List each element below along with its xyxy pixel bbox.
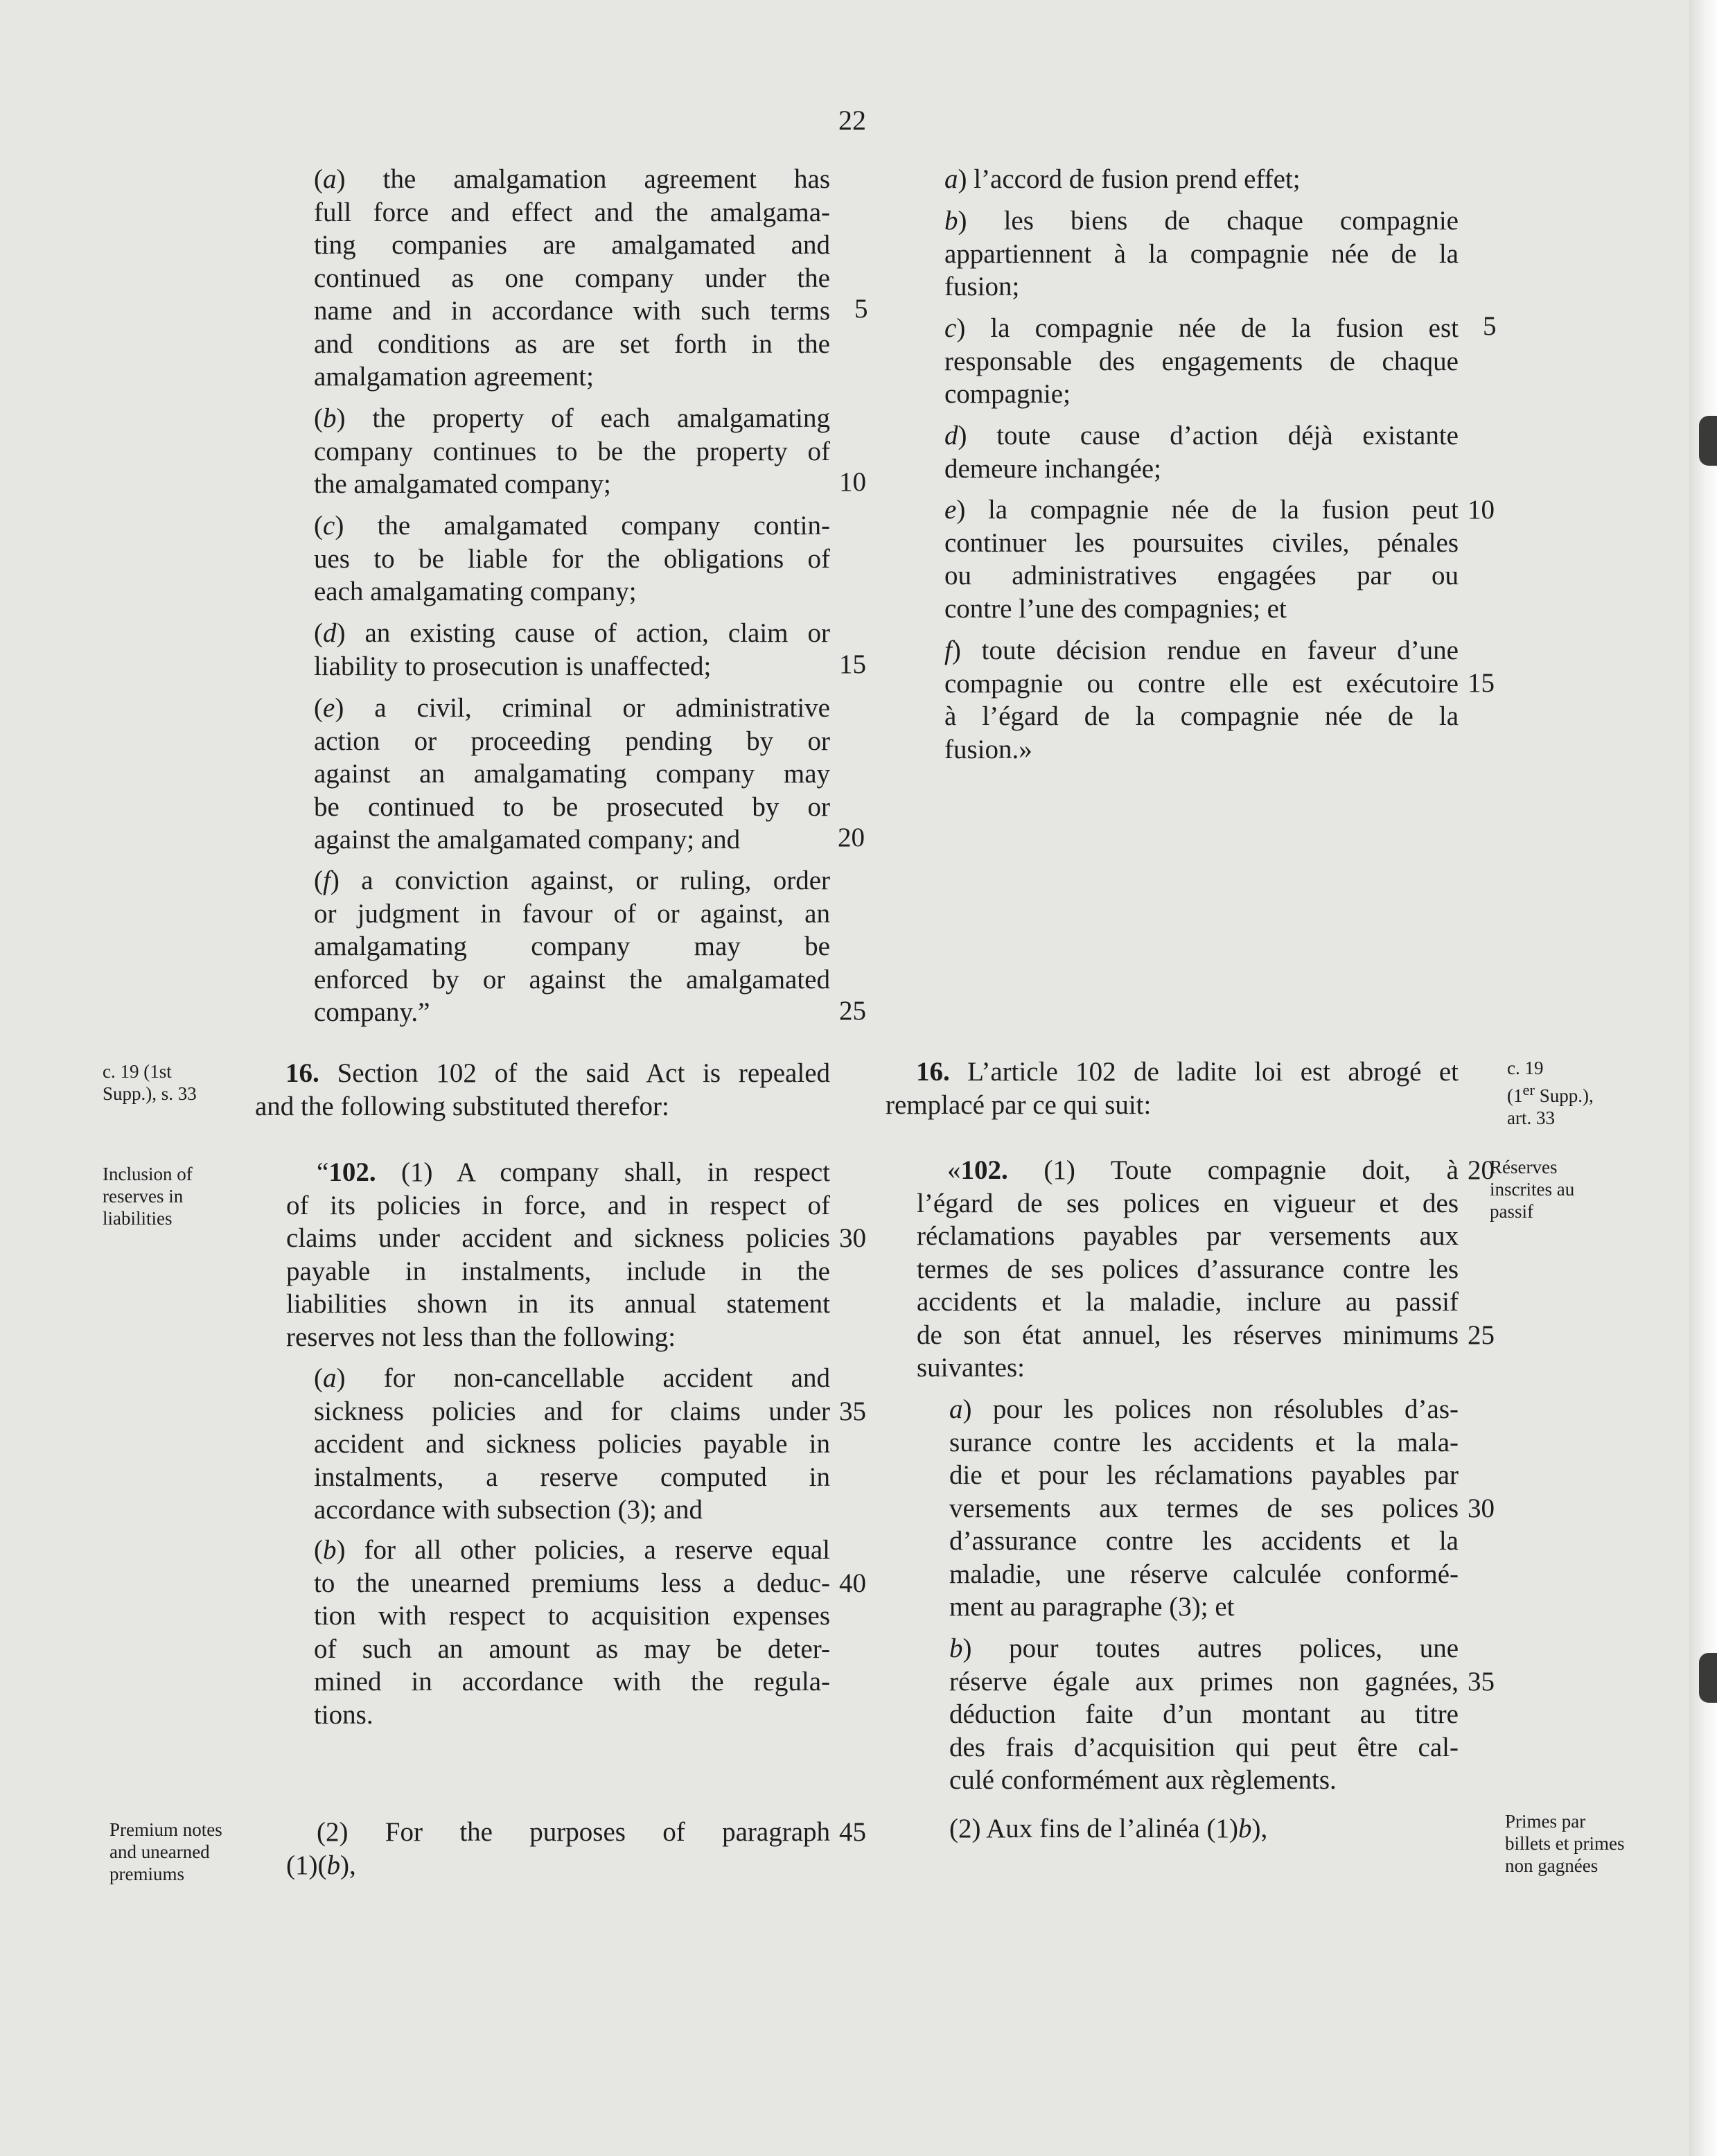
en-line-number: 40 <box>839 1568 866 1598</box>
text-line: maladie, une réserve calculée conformé- <box>949 1559 1459 1589</box>
text-line: accident and sickness policies payable in <box>314 1429 830 1459</box>
fr-alinea-f <box>944 634 1459 766</box>
text-line: be continued to be prosecuted by or <box>314 791 830 822</box>
margin-note-line: c. 19 <box>1507 1058 1544 1078</box>
text-line: (b) the property of each amalgamating <box>314 403 830 433</box>
margin-note-line: Réserves <box>1490 1157 1558 1177</box>
text-line: amalgamating company may be <box>314 931 830 961</box>
text-line: ting companies are amalgamated and <box>314 230 830 260</box>
text-line: and conditions as are set forth in the <box>314 328 830 359</box>
en-line-number: 5 <box>854 294 868 324</box>
text-line: suivantes: <box>917 1353 1025 1383</box>
fr-line-number: 15 <box>1468 668 1495 698</box>
margin-note-line: and unearned <box>109 1841 210 1862</box>
text-line: (c) the amalgamated company contin- <box>314 511 830 541</box>
en-clause-a <box>314 163 830 394</box>
text-line: against the amalgamated company; and <box>314 825 741 854</box>
text-line: responsable des engagements de chaque <box>944 346 1459 376</box>
text-line: à l’égard de la compagnie née de la <box>944 701 1459 731</box>
text-line: termes de ses polices d’assurance contre les <box>917 1254 1459 1284</box>
en-line-number: 15 <box>839 649 866 679</box>
text-line: to the unearned premiums less a deduc- <box>314 1568 830 1598</box>
text-line: reserves not less than the following: <box>286 1322 676 1352</box>
binding-hole-bottom <box>1699 1653 1717 1703</box>
margin-note-line: Premium notes <box>109 1819 222 1840</box>
text-line: ment au paragraphe (3); et <box>949 1592 1235 1622</box>
margin-note-line: liabilities <box>103 1208 173 1229</box>
fr-line-number: 30 <box>1468 1493 1495 1523</box>
fr-line-number: 10 <box>1468 495 1495 525</box>
fr-alinea-102-b <box>949 1632 1459 1797</box>
text-line: continued as one company under the <box>314 263 830 293</box>
text-line: b) les biens de chaque compagnie <box>944 206 1459 236</box>
text-line: culé conformément aux règlements. <box>949 1765 1337 1795</box>
text-line: 16. L’article 102 de ladite loi est abrogé et <box>916 1057 1459 1087</box>
en-line-number: 20 <box>838 823 865 852</box>
text-line: “102. (1) A company shall, in respect <box>317 1157 830 1187</box>
text-line: instalments, a reserve computed in <box>314 1462 830 1492</box>
text-line: f) toute décision rendue en faveur d’une <box>944 636 1459 665</box>
margin-note-line: (1er Supp.), <box>1507 1081 1594 1106</box>
margin-note-line: billets et primes <box>1505 1833 1625 1854</box>
page-edge <box>1689 0 1717 2156</box>
fr-line-number: 35 <box>1468 1667 1495 1697</box>
text-line: e) la compagnie née de la fusion peut <box>944 495 1459 525</box>
text-line: payable in instalments, include in the <box>286 1256 830 1286</box>
text-line: compagnie ou contre elle est exécutoire <box>944 668 1459 699</box>
text-line: sickness policies and for claims under <box>314 1396 830 1426</box>
margin-note-line: inscrites au <box>1490 1179 1575 1200</box>
text-line: accidents et la maladie, inclure au passif <box>917 1287 1459 1317</box>
margin-note-line: c. 19 (1st <box>103 1061 172 1082</box>
en-margin-note-reserves <box>103 1163 193 1229</box>
fr-line-number: 5 <box>1483 311 1497 341</box>
text-line: ues to be liable for the obligations of <box>314 543 830 574</box>
en-line-number: 45 <box>839 1817 866 1847</box>
fr-article-102-1 <box>917 1154 1459 1385</box>
en-clause-e <box>314 692 830 857</box>
text-line: (1)(b), <box>286 1850 356 1880</box>
text-line: des frais d’acquisition qui peut être cal- <box>949 1732 1459 1762</box>
text-line: ou administratives engagées par ou <box>944 561 1459 590</box>
text-line: réclamations payables par versements aux <box>917 1221 1459 1251</box>
text-line: contre l’une des compagnies; et <box>944 593 1287 624</box>
en-section-16 <box>255 1057 830 1123</box>
fr-alinea-d <box>944 419 1459 485</box>
text-line: company.” <box>314 997 430 1027</box>
text-line: of such an amount as may be deter- <box>314 1633 830 1664</box>
text-line: b) pour toutes autres polices, une <box>949 1633 1459 1663</box>
en-line-number: 25 <box>839 996 866 1026</box>
text-line: company continues to be the property of <box>314 436 830 466</box>
text-line: (e) a civil, criminal or administrative <box>314 693 830 723</box>
text-line: d) toute cause d’action déjà existante <box>944 421 1459 450</box>
en-line-number: 10 <box>839 467 866 497</box>
text-line: (d) an existing cause of action, claim or <box>314 618 830 648</box>
text-line: action or proceeding pending by or <box>314 726 830 756</box>
en-margin-note-citation <box>103 1060 197 1105</box>
en-clause-f <box>314 864 830 1029</box>
text-line: name and in accordance with such terms <box>314 296 830 326</box>
text-line: each amalgamating company; <box>314 577 637 606</box>
text-line: réserve égale aux primes non gagnées, <box>949 1666 1459 1697</box>
text-line: the amalgamated company; <box>314 469 611 499</box>
text-line: versements aux termes de ses polices <box>949 1493 1459 1523</box>
text-line: of its policies in force, and in respect of <box>286 1190 830 1220</box>
text-line: tion with respect to acquisition expenses <box>314 1601 830 1631</box>
margin-note-line: Supp.), s. 33 <box>103 1083 197 1104</box>
text-line: «102. (1) Toute compagnie doit, à <box>947 1155 1459 1185</box>
en-clause-b <box>314 402 830 501</box>
text-line: (2) Aux fins de l’alinéa (1)b), <box>949 1814 1268 1843</box>
text-line: liability to prosecution is unaffected; <box>314 651 712 681</box>
text-line: c) la compagnie née de la fusion est <box>944 313 1459 343</box>
en-paragraph-a <box>314 1362 830 1527</box>
fr-alinea-a <box>944 163 1459 196</box>
text-line: (f) a conviction against, or ruling, order <box>314 866 830 895</box>
margin-note-line: passif <box>1490 1201 1533 1222</box>
en-margin-note-premium <box>109 1818 222 1885</box>
text-line: remplacé par ce qui suit: <box>886 1089 1152 1120</box>
text-line: claims under accident and sickness policies <box>286 1223 830 1253</box>
page-number: 22 <box>838 105 866 136</box>
en-line-number: 35 <box>839 1396 866 1426</box>
text-line: appartiennent à la compagnie née de la <box>944 238 1459 269</box>
text-line: fusion.» <box>944 734 1032 764</box>
margin-note-line: Inclusion of <box>103 1164 193 1184</box>
binding-hole-top <box>1699 416 1717 466</box>
fr-margin-note-reserves <box>1490 1156 1574 1222</box>
text-line: surance contre les accidents et la mala- <box>949 1427 1459 1457</box>
margin-note-line: premiums <box>109 1864 184 1884</box>
text-line: (a) the amalgamation agreement has <box>314 164 830 194</box>
en-subsection-2 <box>286 1816 830 1882</box>
text-line: a) l’accord de fusion prend effet; <box>944 164 1301 194</box>
fr-alinea-102-a <box>949 1393 1459 1624</box>
text-line: déduction faite d’un montant au titre <box>949 1699 1459 1729</box>
text-line: fusion; <box>944 272 1020 301</box>
text-line: liabilities shown in its annual statement <box>286 1289 830 1319</box>
en-line-number: 30 <box>839 1223 866 1253</box>
fr-line-number: 25 <box>1468 1320 1495 1350</box>
margin-note-line: non gagnées <box>1505 1855 1599 1876</box>
text-line: full force and effect and the amalgama- <box>314 197 830 227</box>
text-line: die et pour les réclamations payables par <box>949 1460 1459 1490</box>
fr-margin-note-citation <box>1507 1057 1594 1129</box>
en-clause-c <box>314 509 830 608</box>
text-line: demeure inchangée; <box>944 453 1161 484</box>
fr-margin-note-premium <box>1505 1810 1624 1877</box>
text-line: 16. Section 102 of the said Act is repealed <box>285 1058 830 1088</box>
margin-note-line: art. 33 <box>1507 1107 1555 1128</box>
margin-note-line: reserves in <box>103 1186 184 1207</box>
text-line: or judgment in favour of or against, an <box>314 898 830 929</box>
text-line: and the following substituted therefor: <box>255 1091 669 1121</box>
fr-alinea-b <box>944 204 1459 304</box>
text-line: compagnie; <box>944 379 1071 409</box>
text-line: de son état annuel, les réserves minimums <box>917 1320 1459 1350</box>
fr-alinea-e <box>944 493 1459 625</box>
margin-note-line: Primes par <box>1505 1811 1586 1832</box>
text-line: accordance with subsection (3); and <box>314 1495 703 1525</box>
text-line: amalgamation agreement; <box>314 362 594 392</box>
text-line: (a) for non-cancellable accident and <box>314 1363 830 1393</box>
en-section-102-1 <box>286 1156 830 1353</box>
fr-line-number: 20 <box>1468 1155 1495 1185</box>
fr-article-16 <box>886 1055 1459 1121</box>
text-line: d’assurance contre les accidents et la <box>949 1526 1459 1556</box>
text-line: mined in accordance with the regula- <box>314 1667 830 1697</box>
text-line: tions. <box>314 1699 373 1730</box>
text-line: (b) for all other policies, a reserve equal <box>314 1535 830 1565</box>
en-paragraph-b <box>314 1534 830 1731</box>
fr-alinea-c <box>944 312 1459 411</box>
text-line: enforced by or against the amalgamated <box>314 964 830 994</box>
text-line: l’égard de ses polices en vigueur et des <box>917 1188 1459 1218</box>
text-line: continuer les poursuites civiles, pénales <box>944 527 1459 558</box>
en-clause-d <box>314 617 830 683</box>
fr-paragraphe-2 <box>949 1812 1459 1846</box>
text-line: a) pour les polices non résolubles d’as- <box>949 1394 1459 1424</box>
text-line: (2) For the purposes of paragraph <box>317 1817 830 1847</box>
text-line: against an amalgamating company may <box>314 759 830 789</box>
